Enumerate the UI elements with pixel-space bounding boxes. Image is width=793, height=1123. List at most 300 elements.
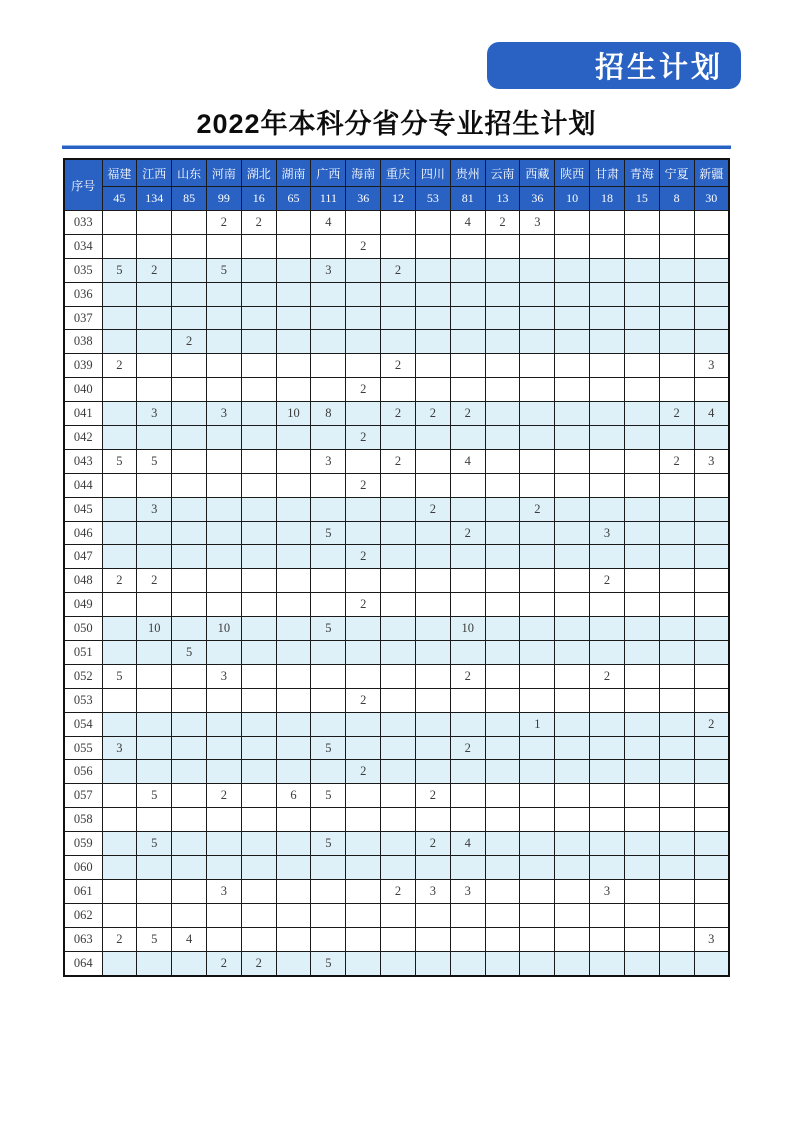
column-header: 宁夏: [659, 159, 694, 187]
value-cell: [485, 330, 520, 354]
row-id-cell: 063: [64, 927, 102, 951]
value-cell: [415, 593, 450, 617]
value-cell: [624, 879, 659, 903]
value-cell: [485, 449, 520, 473]
value-cell: [624, 641, 659, 665]
plan-table: [63, 158, 730, 977]
value-cell: [659, 282, 694, 306]
value-cell: [659, 211, 694, 235]
value-cell: [172, 497, 207, 521]
value-cell: [241, 449, 276, 473]
value-cell: 4: [694, 402, 729, 426]
value-cell: [659, 497, 694, 521]
value-cell: [415, 306, 450, 330]
value-cell: [276, 641, 311, 665]
column-total: 8: [659, 187, 694, 211]
table-row: [64, 808, 729, 832]
value-cell: [590, 688, 625, 712]
row-id-cell: 040: [64, 378, 102, 402]
value-cell: [172, 521, 207, 545]
value-cell: [694, 856, 729, 880]
value-cell: [172, 473, 207, 497]
value-cell: [659, 760, 694, 784]
value-cell: [520, 856, 555, 880]
value-cell: 2: [381, 879, 416, 903]
value-cell: [346, 402, 381, 426]
value-cell: [415, 354, 450, 378]
column-total: 30: [694, 187, 729, 211]
value-cell: [241, 617, 276, 641]
value-cell: [555, 832, 590, 856]
value-cell: [102, 641, 137, 665]
value-cell: 2: [590, 569, 625, 593]
value-cell: [415, 545, 450, 569]
value-cell: [311, 641, 346, 665]
value-cell: [624, 426, 659, 450]
value-cell: [659, 306, 694, 330]
value-cell: [206, 641, 241, 665]
value-cell: [415, 521, 450, 545]
value-cell: [555, 903, 590, 927]
value-cell: [485, 856, 520, 880]
value-cell: [381, 784, 416, 808]
value-cell: [659, 234, 694, 258]
value-cell: [381, 927, 416, 951]
value-cell: [137, 234, 172, 258]
value-cell: [102, 903, 137, 927]
value-cell: 10: [206, 617, 241, 641]
value-cell: [137, 712, 172, 736]
value-cell: [555, 856, 590, 880]
table-row: [64, 617, 729, 641]
value-cell: [694, 258, 729, 282]
column-header: 四川: [415, 159, 450, 187]
value-cell: [659, 879, 694, 903]
value-cell: [520, 832, 555, 856]
value-cell: [624, 378, 659, 402]
value-cell: [415, 258, 450, 282]
value-cell: [590, 856, 625, 880]
value-cell: [450, 282, 485, 306]
value-cell: [102, 784, 137, 808]
value-cell: [172, 736, 207, 760]
value-cell: [346, 784, 381, 808]
value-cell: [102, 426, 137, 450]
row-id-cell: 059: [64, 832, 102, 856]
value-cell: [415, 664, 450, 688]
column-total: 45: [102, 187, 137, 211]
column-header: 陕西: [555, 159, 590, 187]
table-row: [64, 951, 729, 975]
column-total: 16: [241, 187, 276, 211]
value-cell: [381, 903, 416, 927]
value-cell: 2: [346, 473, 381, 497]
value-cell: [381, 641, 416, 665]
value-cell: [172, 879, 207, 903]
value-cell: [346, 282, 381, 306]
value-cell: [415, 330, 450, 354]
value-cell: [659, 856, 694, 880]
value-cell: [241, 521, 276, 545]
column-total: 111: [311, 187, 346, 211]
column-header: 青海: [624, 159, 659, 187]
value-cell: [555, 688, 590, 712]
value-cell: [624, 760, 659, 784]
value-cell: [381, 712, 416, 736]
value-cell: [415, 617, 450, 641]
value-cell: [311, 688, 346, 712]
value-cell: 2: [206, 784, 241, 808]
value-cell: [102, 282, 137, 306]
value-cell: [624, 808, 659, 832]
value-cell: [276, 879, 311, 903]
value-cell: [555, 378, 590, 402]
value-cell: [485, 473, 520, 497]
value-cell: [206, 545, 241, 569]
value-cell: [590, 784, 625, 808]
value-cell: 10: [276, 402, 311, 426]
value-cell: [206, 497, 241, 521]
table-row: [64, 426, 729, 450]
value-cell: [590, 306, 625, 330]
value-cell: 3: [137, 497, 172, 521]
value-cell: [450, 378, 485, 402]
value-cell: 5: [311, 832, 346, 856]
value-cell: [485, 378, 520, 402]
value-cell: [450, 497, 485, 521]
value-cell: [241, 736, 276, 760]
value-cell: [485, 641, 520, 665]
value-cell: [102, 545, 137, 569]
value-cell: [485, 497, 520, 521]
value-cell: 2: [241, 951, 276, 975]
value-cell: [241, 784, 276, 808]
value-cell: [485, 569, 520, 593]
value-cell: [450, 808, 485, 832]
value-cell: [415, 473, 450, 497]
value-cell: [485, 282, 520, 306]
value-cell: [276, 282, 311, 306]
value-cell: [520, 234, 555, 258]
value-cell: [555, 736, 590, 760]
value-cell: 2: [415, 784, 450, 808]
value-cell: [241, 808, 276, 832]
value-cell: [381, 306, 416, 330]
value-cell: [346, 306, 381, 330]
value-cell: [276, 354, 311, 378]
value-cell: [450, 641, 485, 665]
value-cell: 2: [102, 569, 137, 593]
value-cell: 2: [206, 951, 241, 975]
value-cell: [172, 760, 207, 784]
value-cell: [311, 354, 346, 378]
value-cell: [381, 593, 416, 617]
value-cell: 4: [450, 211, 485, 235]
value-cell: [346, 330, 381, 354]
row-id-cell: 056: [64, 760, 102, 784]
value-cell: [450, 688, 485, 712]
header-badge: [487, 42, 741, 89]
value-cell: [311, 426, 346, 450]
value-cell: [276, 808, 311, 832]
table-row: [64, 282, 729, 306]
value-cell: [694, 784, 729, 808]
value-cell: [520, 402, 555, 426]
value-cell: [659, 712, 694, 736]
value-cell: [102, 617, 137, 641]
value-cell: 3: [415, 879, 450, 903]
value-cell: [137, 521, 172, 545]
value-cell: [137, 282, 172, 306]
value-cell: [590, 330, 625, 354]
value-cell: [206, 234, 241, 258]
value-cell: [102, 879, 137, 903]
value-cell: [624, 736, 659, 760]
value-cell: [102, 593, 137, 617]
value-cell: [520, 903, 555, 927]
value-cell: [590, 258, 625, 282]
value-cell: [102, 306, 137, 330]
row-id-cell: 054: [64, 712, 102, 736]
value-cell: [520, 330, 555, 354]
value-cell: [415, 760, 450, 784]
value-cell: [450, 306, 485, 330]
value-cell: [241, 856, 276, 880]
table-row: [64, 927, 729, 951]
value-cell: [311, 569, 346, 593]
value-cell: 5: [137, 449, 172, 473]
table-row: [64, 569, 729, 593]
row-id-cell: 041: [64, 402, 102, 426]
value-cell: [485, 234, 520, 258]
value-cell: [520, 354, 555, 378]
value-cell: [206, 426, 241, 450]
value-cell: [659, 903, 694, 927]
column-header: 西藏: [520, 159, 555, 187]
value-cell: [102, 234, 137, 258]
row-id-cell: 053: [64, 688, 102, 712]
table-row: [64, 402, 729, 426]
value-cell: [276, 211, 311, 235]
value-cell: [694, 736, 729, 760]
value-cell: [590, 497, 625, 521]
value-cell: [555, 927, 590, 951]
value-cell: [694, 426, 729, 450]
value-cell: [485, 593, 520, 617]
value-cell: 2: [415, 832, 450, 856]
column-header: 海南: [346, 159, 381, 187]
value-cell: 5: [311, 951, 346, 975]
value-cell: [590, 903, 625, 927]
column-header: 广西: [311, 159, 346, 187]
value-cell: [590, 951, 625, 975]
table-row: [64, 641, 729, 665]
table-row: [64, 497, 729, 521]
value-cell: [520, 473, 555, 497]
table-row: [64, 688, 729, 712]
value-cell: [102, 473, 137, 497]
value-cell: 5: [311, 784, 346, 808]
value-cell: [624, 545, 659, 569]
row-id-cell: 036: [64, 282, 102, 306]
value-cell: [206, 903, 241, 927]
value-cell: [555, 234, 590, 258]
value-cell: [624, 497, 659, 521]
value-cell: [555, 426, 590, 450]
value-cell: [624, 449, 659, 473]
value-cell: [381, 426, 416, 450]
value-cell: [137, 856, 172, 880]
value-cell: [102, 688, 137, 712]
value-cell: [555, 521, 590, 545]
value-cell: [659, 832, 694, 856]
value-cell: [590, 712, 625, 736]
value-cell: [659, 473, 694, 497]
value-cell: [137, 211, 172, 235]
value-cell: [241, 903, 276, 927]
column-total: 15: [624, 187, 659, 211]
value-cell: [381, 234, 416, 258]
value-cell: [450, 712, 485, 736]
value-cell: [694, 951, 729, 975]
value-cell: [276, 258, 311, 282]
value-cell: 2: [346, 760, 381, 784]
value-cell: [172, 784, 207, 808]
value-cell: [694, 378, 729, 402]
value-cell: 4: [450, 832, 485, 856]
value-cell: [415, 378, 450, 402]
value-cell: [276, 664, 311, 688]
corner-header: 序号: [64, 159, 102, 211]
value-cell: [206, 832, 241, 856]
value-cell: [241, 282, 276, 306]
value-cell: [311, 903, 346, 927]
value-cell: 2: [659, 449, 694, 473]
value-cell: [624, 593, 659, 617]
value-cell: [590, 832, 625, 856]
table-header: [64, 159, 729, 211]
value-cell: [450, 903, 485, 927]
value-cell: [172, 951, 207, 975]
value-cell: [520, 449, 555, 473]
column-total: 13: [485, 187, 520, 211]
value-cell: [276, 449, 311, 473]
value-cell: 2: [694, 712, 729, 736]
value-cell: [346, 856, 381, 880]
value-cell: 4: [172, 927, 207, 951]
row-id-cell: 057: [64, 784, 102, 808]
value-cell: 4: [450, 449, 485, 473]
value-cell: [381, 282, 416, 306]
value-cell: [172, 808, 207, 832]
value-cell: [276, 426, 311, 450]
value-cell: [659, 688, 694, 712]
value-cell: [381, 521, 416, 545]
row-id-cell: 035: [64, 258, 102, 282]
value-cell: [206, 688, 241, 712]
value-cell: [485, 617, 520, 641]
value-cell: [485, 688, 520, 712]
value-cell: [206, 282, 241, 306]
value-cell: [590, 808, 625, 832]
value-cell: [415, 856, 450, 880]
value-cell: [520, 306, 555, 330]
value-cell: [694, 234, 729, 258]
value-cell: 2: [485, 211, 520, 235]
value-cell: [450, 473, 485, 497]
value-cell: [694, 760, 729, 784]
value-cell: [624, 617, 659, 641]
value-cell: [450, 784, 485, 808]
value-cell: [485, 521, 520, 545]
value-cell: [172, 688, 207, 712]
value-cell: [694, 569, 729, 593]
value-cell: [659, 354, 694, 378]
value-cell: [555, 664, 590, 688]
value-cell: 2: [381, 354, 416, 378]
value-cell: [694, 879, 729, 903]
value-cell: [520, 641, 555, 665]
value-cell: 2: [415, 497, 450, 521]
value-cell: [137, 354, 172, 378]
value-cell: [241, 927, 276, 951]
value-cell: [172, 593, 207, 617]
value-cell: [415, 641, 450, 665]
value-cell: [206, 856, 241, 880]
column-total: 85: [172, 187, 207, 211]
value-cell: [276, 473, 311, 497]
value-cell: [241, 688, 276, 712]
value-cell: [172, 402, 207, 426]
row-id-cell: 042: [64, 426, 102, 450]
value-cell: [172, 856, 207, 880]
value-cell: [311, 378, 346, 402]
value-cell: [415, 951, 450, 975]
value-cell: [241, 354, 276, 378]
value-cell: [241, 664, 276, 688]
value-cell: [311, 712, 346, 736]
value-cell: [102, 951, 137, 975]
value-cell: [102, 521, 137, 545]
value-cell: [172, 426, 207, 450]
value-cell: 3: [137, 402, 172, 426]
value-cell: [381, 473, 416, 497]
value-cell: [415, 282, 450, 306]
value-cell: [381, 664, 416, 688]
value-cell: [276, 617, 311, 641]
value-cell: [555, 712, 590, 736]
row-id-cell: 039: [64, 354, 102, 378]
value-cell: [172, 282, 207, 306]
value-cell: [415, 234, 450, 258]
column-header: 贵州: [450, 159, 485, 187]
value-cell: [659, 736, 694, 760]
value-cell: [241, 593, 276, 617]
value-cell: 5: [172, 641, 207, 665]
value-cell: [590, 378, 625, 402]
value-cell: 2: [206, 211, 241, 235]
value-cell: [659, 641, 694, 665]
value-cell: 2: [346, 234, 381, 258]
table-row: [64, 664, 729, 688]
column-header: 云南: [485, 159, 520, 187]
value-cell: [137, 879, 172, 903]
value-cell: [172, 712, 207, 736]
value-cell: 3: [102, 736, 137, 760]
value-cell: [624, 473, 659, 497]
value-cell: [555, 473, 590, 497]
value-cell: [381, 808, 416, 832]
